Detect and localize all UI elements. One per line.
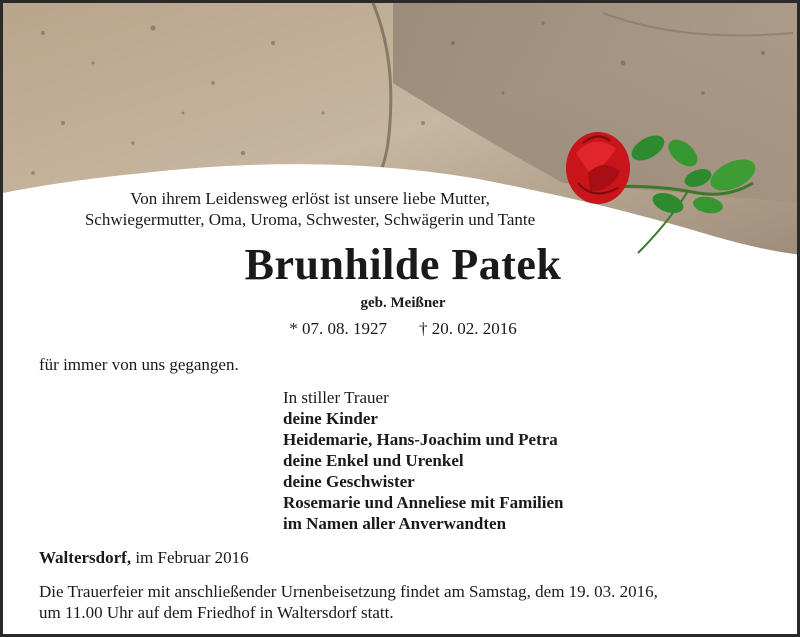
mourner-line: Heidemarie, Hans-Joachim und Petra — [283, 430, 558, 449]
place-town: Waltersdorf, — [39, 548, 132, 567]
birth-date: * 07. 08. 1927 — [289, 319, 387, 338]
funeral-line-2: um 11.00 Uhr auf dem Friedhof in Waltersdorf statt. — [39, 603, 394, 622]
deceased-name: Brunhilde Patek — [244, 240, 562, 289]
mourner-line: im Namen aller Anverwandten — [283, 514, 507, 533]
mourner-line: deine Geschwister — [283, 472, 415, 491]
funeral-info — [39, 581, 779, 623]
mourner-line: In stiller Trauer — [283, 388, 389, 407]
funeral-line-1: Die Trauerfeier mit anschließender Urnenbeisetzung findet am Samstag, dem 19. 03. 2016, — [39, 582, 658, 601]
maiden-name: geb. Meißner — [360, 295, 446, 311]
intro-text — [3, 188, 617, 230]
life-dates — [3, 319, 800, 339]
death-date: † 20. 02. 2016 — [419, 319, 517, 338]
intro-line-1: Von ihrem Leidensweg erlöst ist unsere liebe Mutter, — [130, 189, 490, 208]
mourner-line: deine Kinder — [283, 409, 378, 428]
place-month: im Februar 2016 — [135, 548, 249, 567]
mourner-line: Rosemarie und Anneliese mit Familien — [283, 493, 564, 512]
passed-away-text: für immer von uns gegangen. — [39, 355, 239, 374]
intro-line-2: Schwiegermutter, Oma, Uroma, Schwester, Schwägerin und Tante — [84, 210, 536, 229]
mourner-line: deine Enkel und Urenkel — [283, 451, 464, 470]
mourners-list — [283, 387, 563, 534]
place-date — [39, 548, 249, 568]
